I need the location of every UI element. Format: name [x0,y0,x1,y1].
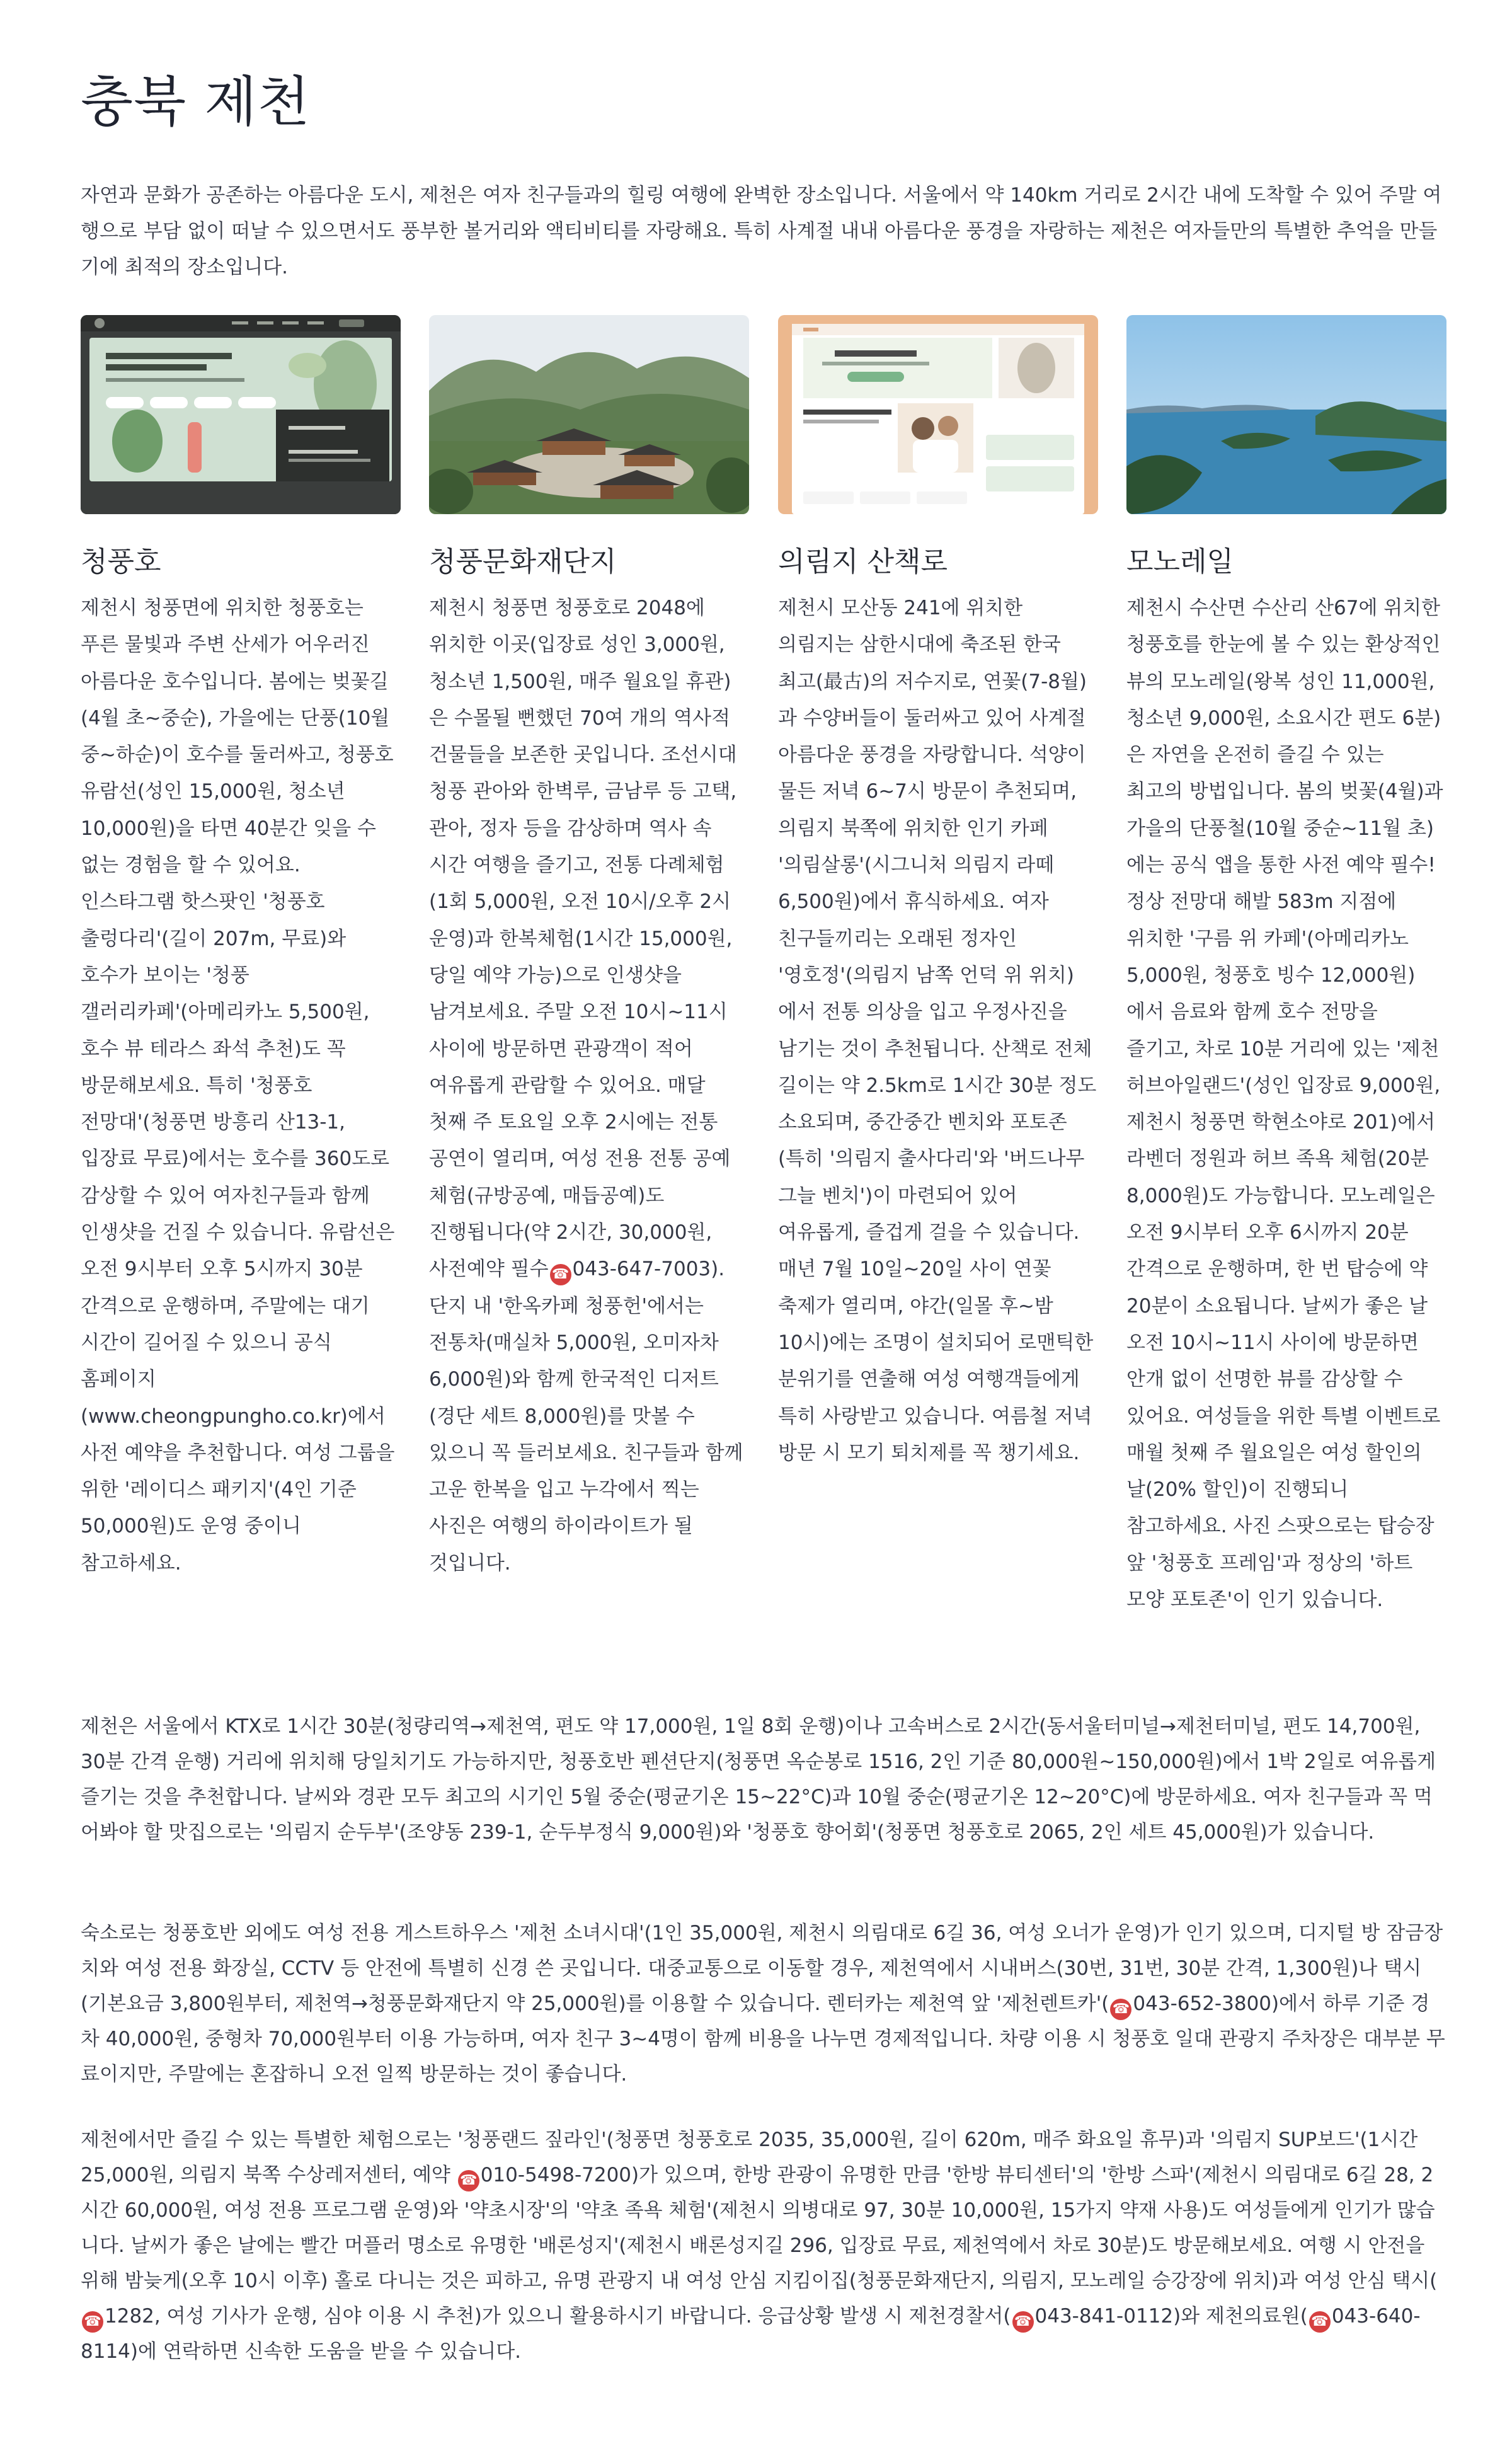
card-title: 청풍문화재단지 [429,546,617,578]
paragraph-part: )와 제천의료원( [1173,2305,1308,2328]
card-description: 제천시 모산동 241에 위치한 의림지는 삼한시대에 축조된 한국 최고(最古)의 저수지로, 연꽃(7-8월)과 수양버들이 둘러싸고 있어 사계절 아름다운 풍경을 자랑합니다. 석양이 물든 저녁 6~7시 방문이 추천되며, 의림지 북쪽에 위치한 인기 카페 '의림살롱'(시그니처 의림지 라떼 6,500원)에서 휴식하세요. 여자 친구들끼리는 오래된 정자인 '영호정'(의림지 남쪽 언덕 위 위치)에서 전통 의상을 입고 우정사진을 남기는 것이 추천됩니다. 산책로 전체 길이는 약 2.5km로 1시간 30분 정도 소요되며, 중간중간 벤치와 포토존(특히 '의림지 출사다리'와 '버드나무 그늘 벤치')이 마련되어 있어 여유롭게, 즐겁게 걸을 수 있습니다. 매년 7월 10일~20일 사이 연꽃 축제가 열리며, 야간(일몰 후~밤 10시)에는 조명이 설치되어 로맨틱한 분위기를 연출해 여성 여행객들에게 특히 사랑받고 있습니다. 여름철 저녁 방문 시 모기 퇴치제를 꼭 챙기세요. [778,597,1097,1464]
paragraph-part: 숙소로는 청풍호반 외에도 여성 전용 게스트하우스 '제천 소녀시대'(1인 35,000원, 제천시 의림대로 6길 36, 여성 오너가 운영)가 인기 있으며, 디지털 방 잠금장치와 여성 전용 화장실, CCTV 등 안전에 특별히 신경 쓴 곳입니다. 대중교통으로 이동할 경우, 제천역에서 시내버스(30번, 31번, 30분 간격, 1,300원)나 택시(기본요금 3,800원부터, 제천역→청풍문화재단지 약 25,000원)를 이용할 수 있습니다. 렌터카는 제천역 앞 '제천렌트카'( [81,1922,1443,2015]
phone-number: 043-652-3800 [1133,1992,1272,2015]
card-monorail [1126,315,1446,1618]
website-mockup-illustration [778,315,1098,514]
lodging-paragraph [81,1915,1448,2092]
hanok-village-illustration [429,315,749,514]
intro-paragraph: 자연과 문화가 공존하는 아름다운 도시, 제천은 여자 친구들과의 힐링 여행에 완벽한 장소입니다. 서울에서 약 140km 거리로 2시간 내에 도착할 수 있어 주말 여행으로 부담 없이 떠날 수 있으면서도 풍부한 볼거리와 액티비티를 자랑해요. 특히 사계절 내내 아름다운 풍경을 자랑하는 제천은 여자들만의 특별한 추억을 만들기에 최적의 장소입니다. [81,184,1442,279]
card-description: 제천시 수산면 수산리 산67에 위치한 청풍호를 한눈에 볼 수 있는 환상적인 뷰의 모노레일(왕복 성인 11,000원, 청소년 9,000원, 소요시간 편도 6분)은 자연을 온전히 즐길 수 있는 최고의 방법입니다. 봄의 벚꽃(4월)과 가을의 단풍철(10월 중순~11월 초)에는 공식 앱을 통한 사전 예약 필수! 정상 전망대 해발 583m 지점에 위치한 '구름 위 카페'(아메리카노 5,000원, 청풍호 빙수 12,000원)에서 음료와 함께 호수 전망을 즐기고, 차로 10분 거리에 있는 '제천 허브아일랜드'(성인 입장료 9,000원, 제천시 청풍면 학현소야로 201)에서 라벤더 정원과 허브 족욕 체험(20분 8,000원)도 가능합니다. 모노레일은 오전 9시부터 오후 6시까지 20분 간격으로 운행하며, 한 번 탑승에 약 20분이 소요됩니다. 날씨가 좋은 날 오전 10시~11시 사이에 방문하면 안개 없이 선명한 뷰를 감상할 수 있어요. 여성들을 위한 특별 이벤트로 매월 첫째 주 월요일은 여성 할인의 날(20% 할인)이 진행되니 참고하세요. 사진 스팟으로는 탑승장 앞 '청풍호 프레임'과 정상의 '하트 모양 포토존'이 인기 있습니다. [1126,597,1443,1612]
phone-icon: ☎ [1309,2311,1331,2333]
monorail-image [1126,315,1446,514]
phone-number: 043-841-0112 [1034,2305,1174,2328]
phone-icon: ☎ [458,2170,479,2191]
lake-view-illustration [1126,315,1446,514]
phone-number: 043-647-7003 [572,1258,711,1281]
paragraph-part: )에 연락하면 신속한 도움을 받을 수 있습니다. [130,2340,522,2363]
website-mockup-illustration [81,315,401,514]
card-cultural-complex [429,315,749,1582]
uirimji-trail-image [778,315,1098,514]
card-description-part: ). 단지 내 '한옥카페 청풍헌'에서는 전통차(매실차 5,000원, 오미자차 6,000원)와 함께 한국적인 디저트(경단 세트 8,000원)를 맛볼 수 있으니 꼭 들러보세요. 친구들과 함께 고운 한복을 입고 누각에서 찍는 사진은 여행의 하이라이트가 될 것입니다. [429,1258,743,1575]
phone-icon: ☎ [550,1264,571,1285]
cheongpungho-image [81,315,401,514]
paragraph-part: 제천에서만 즐길 수 있는 특별한 체험으로는 '청풍랜드 짚라인'(청풍면 청풍호로 2035, 35,000원, 길이 620m, 매주 화요일 휴무)과 '의림지 SUP보드'(1시간 25,000원, 의림지 북쪽 수상레저센터, 예약 [81,2128,1418,2186]
card-description: 제천시 청풍면에 위치한 청풍호는 푸른 물빛과 주변 산세가 어우러진 아름다운 호수입니다. 봄에는 벚꽃길(4월 초~중순), 가을에는 단풍(10월 중~하순)이 호수를 둘러싸고, 청풍호 유람선(성인 15,000원, 청소년 10,000원)을 타면 40분간 잊을 수 없는 경험을 할 수 있어요. 인스타그램 핫스팟인 '청풍호 출렁다리'(길이 207m, 무료)와 호수가 보이는 '청풍 갤러리카페'(아메리카노 5,500원, 호수 뷰 테라스 좌석 추천)도 꼭 방문해보세요. 특히 '청풍호 전망대'(청풍면 방흥리 산13-1, 입장료 무료)에서는 호수를 360도로 감상할 수 있어 여자친구들과 함께 인생샷을 건질 수 있습니다. 유람선은 오전 9시부터 오후 5시까지 30분 간격으로 운행하며, 주말에는 대기 시간이 길어질 수 있으니 공식 홈페이지(www.cheongpungho.co.kr)에서 사전 예약을 추천합니다. 여성 그룹을 위한 '레이디스 패키지'(4인 기준 50,000원)도 운영 중이니 참고하세요. [81,597,395,1575]
phone-icon: ☎ [1012,2311,1034,2333]
transport-paragraph: 제천은 서울에서 KTX로 1시간 30분(청량리역→제천역, 편도 약 17,000원, 1일 8회 운행)이나 고속버스로 2시간(동서울터미널→제천터미널, 편도 14,700원, 30분 간격 운행) 거리에 위치해 당일치기도 가능하지만, 청풍호반 펜션단지(청풍면 옥순봉로 1516, 2인 기준 80,000원~150,000원)에서 1박 2일로 여유롭게 즐기는 것을 추천합니다. 날씨와 경관 모두 최고의 시기인 5월 중순(평균기온 15~22°C)과 10월 중순(평균기온 12~20°C)에 방문하세요. 여자 친구들과 꼭 먹어봐야 할 맛집으로는 '의림지 순두부'(조양동 239-1, 순두부정식 9,000원)와 '청풍호 향어회'(청풍면 청풍호로 2065, 2인 세트 45,000원)가 있습니다. [81,1715,1436,1844]
cultural-complex-image [429,315,749,514]
paragraph-part: )에서 하루 기준 경차 40,000원, 중형차 70,000원부터 이용 가능하며, 여자 친구 3~4명이 함께 비용을 나누면 경제적입니다. 차량 이용 시 청풍호 일대 관광지 주차장은 대부분 무료이지만, 주말에는 혼잡하니 오전 일찍 방문하는 것이 좋습니다. [81,1992,1445,2086]
card-description [429,590,749,1582]
paragraph-part: , 여성 기사가 운행, 심야 이용 시 추천)가 있으니 활용하시기 바랍니다. 응급상황 발생 시 제천경찰서( [154,2305,1011,2328]
card-title: 의림지 산책로 [778,546,948,578]
attraction-cards [81,315,1448,1689]
phone-icon: ☎ [1110,1999,1131,2020]
phone-number: 1282 [105,2305,154,2328]
phone-number: 043-640-8114 [81,2305,1421,2363]
experiences-paragraph [81,2122,1448,2369]
card-description-part: 제천시 청풍면 청풍호로 2048에 위치한 이곳(입장료 성인 3,000원, 청소년 1,500원, 매주 월요일 휴관)은 수몰될 뻔했던 70여 개의 역사적 건물들을 보존한 곳입니다. 조선시대 청풍 관아와 한벽루, 금남루 등 고택, 관아, 정자 등을 감상하며 역사 속 시간 여행을 즐기고, 전통 다례체험(1회 5,000원, 오전 10시/오후 2시 운영)과 한복체험(1시간 15,000원, 당일 예약 가능)으로 인생샷을 남겨보세요. 주말 오전 10시~11시 사이에 방문하면 관광객이 적어 여유롭게 관람할 수 있어요. 매달 첫째 주 토요일 오후 2시에는 전통 공연이 열리며, 여성 전용 전통 공예 체험(규방공예, 매듭공예)도 진행됩니다(약 2시간, 30,000원, 사전예약 필수 [429,597,737,1281]
card-cheongpungho [81,315,401,1582]
card-title: 모노레일 [1126,546,1234,578]
paragraph-part: )가 있으며, 한방 관광이 유명한 만큼 '한방 뷰티센터'의 '한방 스파'(제천시 의림대로 6길 28, 2시간 60,000원, 여성 전용 프로그램 운영)와 '약초시장'의 '약초 족욕 체험'(제천시 의병대로 97, 30분 10,000원, 15가지 약재 사용)도 여성들에게 인기가 많습니다. 날씨가 좋은 날에는 빨간 머플러 명소로 유명한 '배론성지'(제천시 배론성지길 296, 입장료 무료, 제천역에서 차로 30분)도 방문해보세요. 여행 시 안전을 위해 밤늦게(오후 10시 이후) 홀로 다니는 것은 피하고, 유명 관광지 내 여성 안심 지킴이집(청풍문화재단지, 의림지, 모노레일 승강장에 위치)과 여성 안심 택시( [81,2164,1438,2292]
phone-number: 010-5498-7200 [480,2164,632,2186]
card-uirimji-trail [778,315,1098,1471]
card-title: 청풍호 [81,546,161,578]
phone-icon: ☎ [82,2311,103,2333]
page-title: 충북 제천 [81,71,311,134]
